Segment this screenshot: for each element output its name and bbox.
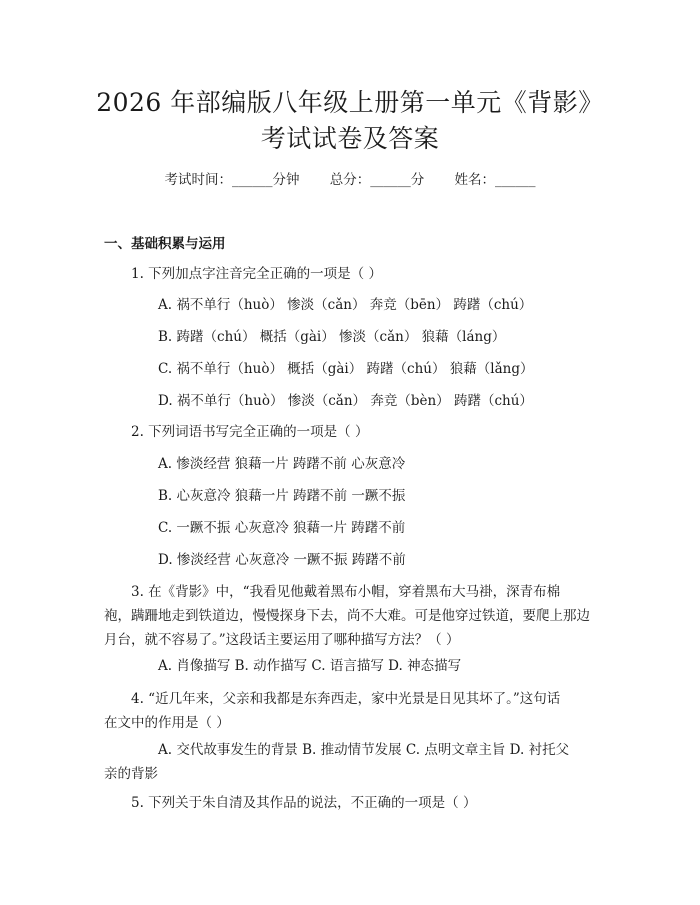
question-3-options: A. 肖像描写 B. 动作描写 C. 语言描写 D. 神态描写 [158, 658, 462, 674]
question-2-option-a: A. 惨淡经营 狼藉一片 踌躇不前 心灰意冷 [158, 456, 406, 472]
section-heading: 一、基础积累与运用 [104, 236, 226, 252]
question-2-option-d: D. 惨淡经营 心灰意冷 一蹶不振 踌躇不前 [158, 552, 406, 568]
student-name-field: 姓名：______ [454, 172, 536, 188]
exam-title-line2: 考试试卷及答案 [260, 124, 440, 153]
question-4-options-cont: 亲的背影 [104, 766, 158, 782]
exam-meta [0, 168, 700, 188]
question-3-line1: 3. 在《背影》中，“我看见他戴着黑布小帽，穿着黑布大马褂，深青布棉 [131, 584, 561, 600]
question-1-option-c: C. 祸不单行（huò） 概括（gài） 踌躇（chú） 狼藉（lǎng） [158, 361, 534, 377]
question-2-option-b: B. 心灰意冷 狼藉一片 踌躇不前 一蹶不振 [158, 488, 406, 504]
exam-title-line1: 2026 年部编版八年级上册第一单元《背影》 [96, 88, 604, 117]
question-4-options: A. 交代故事发生的背景 B. 推动情节发展 C. 点明文章主旨 D. 衬托父 [158, 742, 570, 758]
question-2-option-c: C. 一蹶不振 心灰意冷 狼藉一片 踌躇不前 [158, 520, 406, 536]
question-5-stem: 5. 下列关于朱自清及其作品的说法，不正确的一项是（ ） [131, 795, 477, 811]
question-1-option-d: D. 祸不单行（huò） 惨淡（cǎn） 奔竞（bèn） 踌躇（chú） [158, 393, 533, 409]
question-1-option-b: B. 踌躇（chú） 概括（gài） 惨淡（cǎn） 狼藉（láng） [158, 329, 506, 345]
exam-time-field: 考试时间：______分钟 [164, 172, 300, 188]
question-4-line1: 4. “近几年来，父亲和我都是东奔西走，家中光景是日见其坏了。”这句话 [131, 691, 561, 707]
question-1-stem: 1. 下列加点字注音完全正确的一项是（ ） [131, 266, 382, 282]
question-2-stem: 2. 下列词语书写完全正确的一项是（ ） [131, 424, 369, 440]
question-1-option-a: A. 祸不单行（huò） 惨淡（cǎn） 奔竞（bēn） 踌躇（chú） [158, 297, 533, 313]
total-score-field: 总分：______分 [329, 172, 425, 188]
question-3-line3: 月台，就不容易了。”这段话主要运用了哪种描写方法？（ ） [104, 632, 460, 648]
question-3-line2: 袍，蹒跚地走到铁道边，慢慢探身下去，尚不大难。可是他穿过铁道，要爬上那边 [104, 608, 590, 624]
question-4-line2: 在文中的作用是（ ） [104, 715, 230, 731]
